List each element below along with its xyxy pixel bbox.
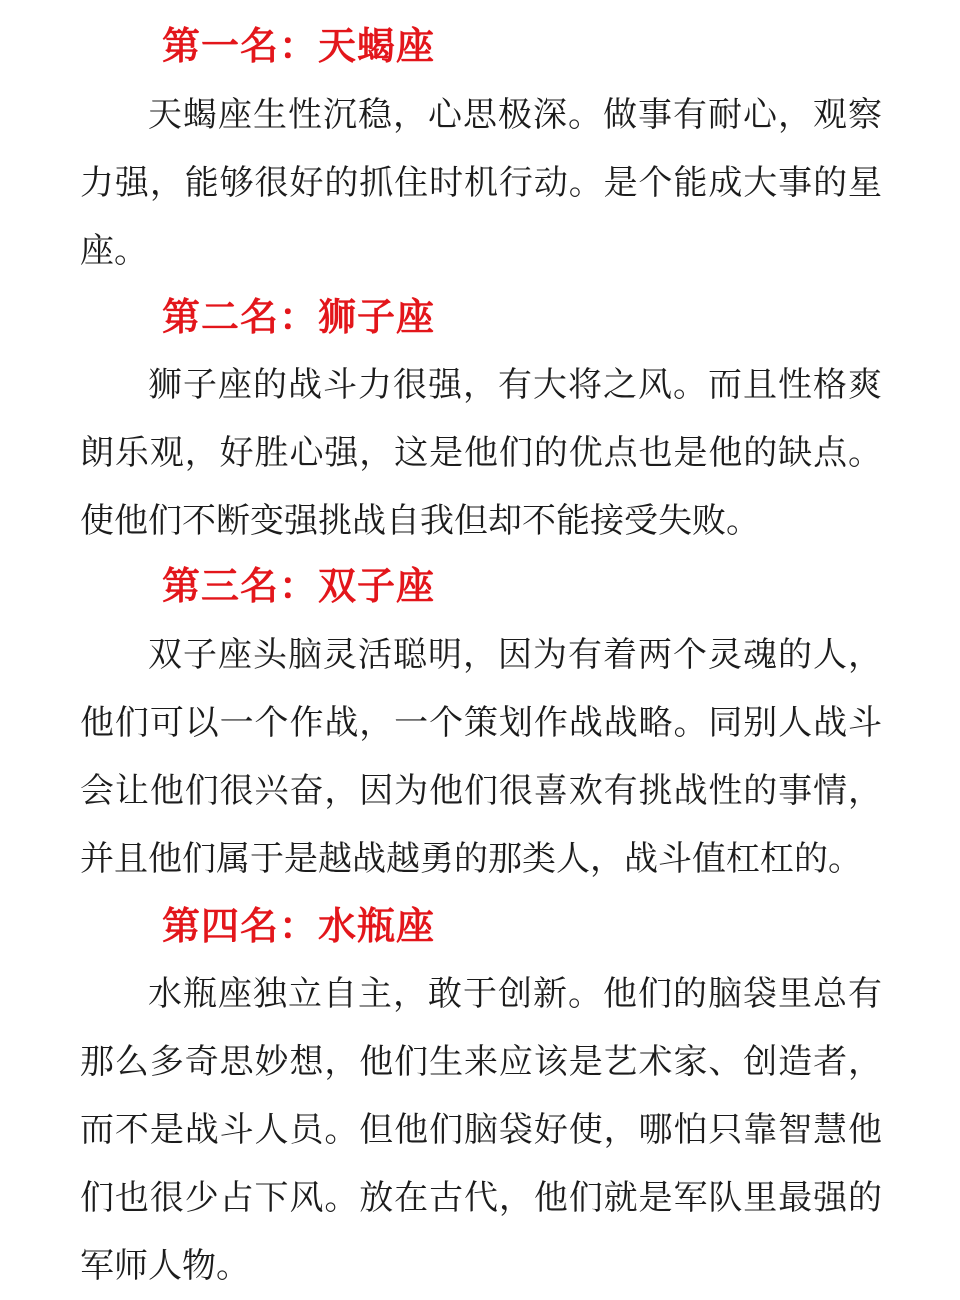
section-heading-rank-3: 第三名：双子座: [162, 564, 436, 608]
section-body-rank-2: 狮子座的战斗力很强，有大将之风。而且性格爽朗乐观，好胜心强，这是他们的优点也是他的缺点。使他们不断变强挑战自我但却不能接受失败。: [80, 365, 882, 541]
section-body-rank-1: 天蝎座生性沉稳，心思极深。做事有耐心，观察力强，能够很好的抓住时机行动。是个能成大事的星座。: [80, 95, 882, 271]
section-heading-rank-1: 第一名：天蝎座: [162, 24, 436, 68]
section-heading-rank-4: 第四名：水瓶座: [162, 904, 436, 948]
section-body-rank-3: 双子座头脑灵活聪明，因为有着两个灵魂的人，他们可以一个作战，一个策划作战战略。同别人战斗会让他们很兴奋，因为他们很喜欢有挑战性的事情，并且他们属于是越战越勇的那类人，战斗值杠杠的。: [80, 635, 882, 879]
section-body-rank-4: 水瓶座独立自主，敢于创新。他们的脑袋里总有那么多奇思妙想，他们生来应该是艺术家、创造者，而不是战斗人员。但他们脑袋好使，哪怕只靠智慧他们也很少占下风。放在古代，他们就是军队里最强的军师人物。: [80, 974, 882, 1286]
section-heading-rank-2: 第二名：狮子座: [162, 295, 436, 339]
